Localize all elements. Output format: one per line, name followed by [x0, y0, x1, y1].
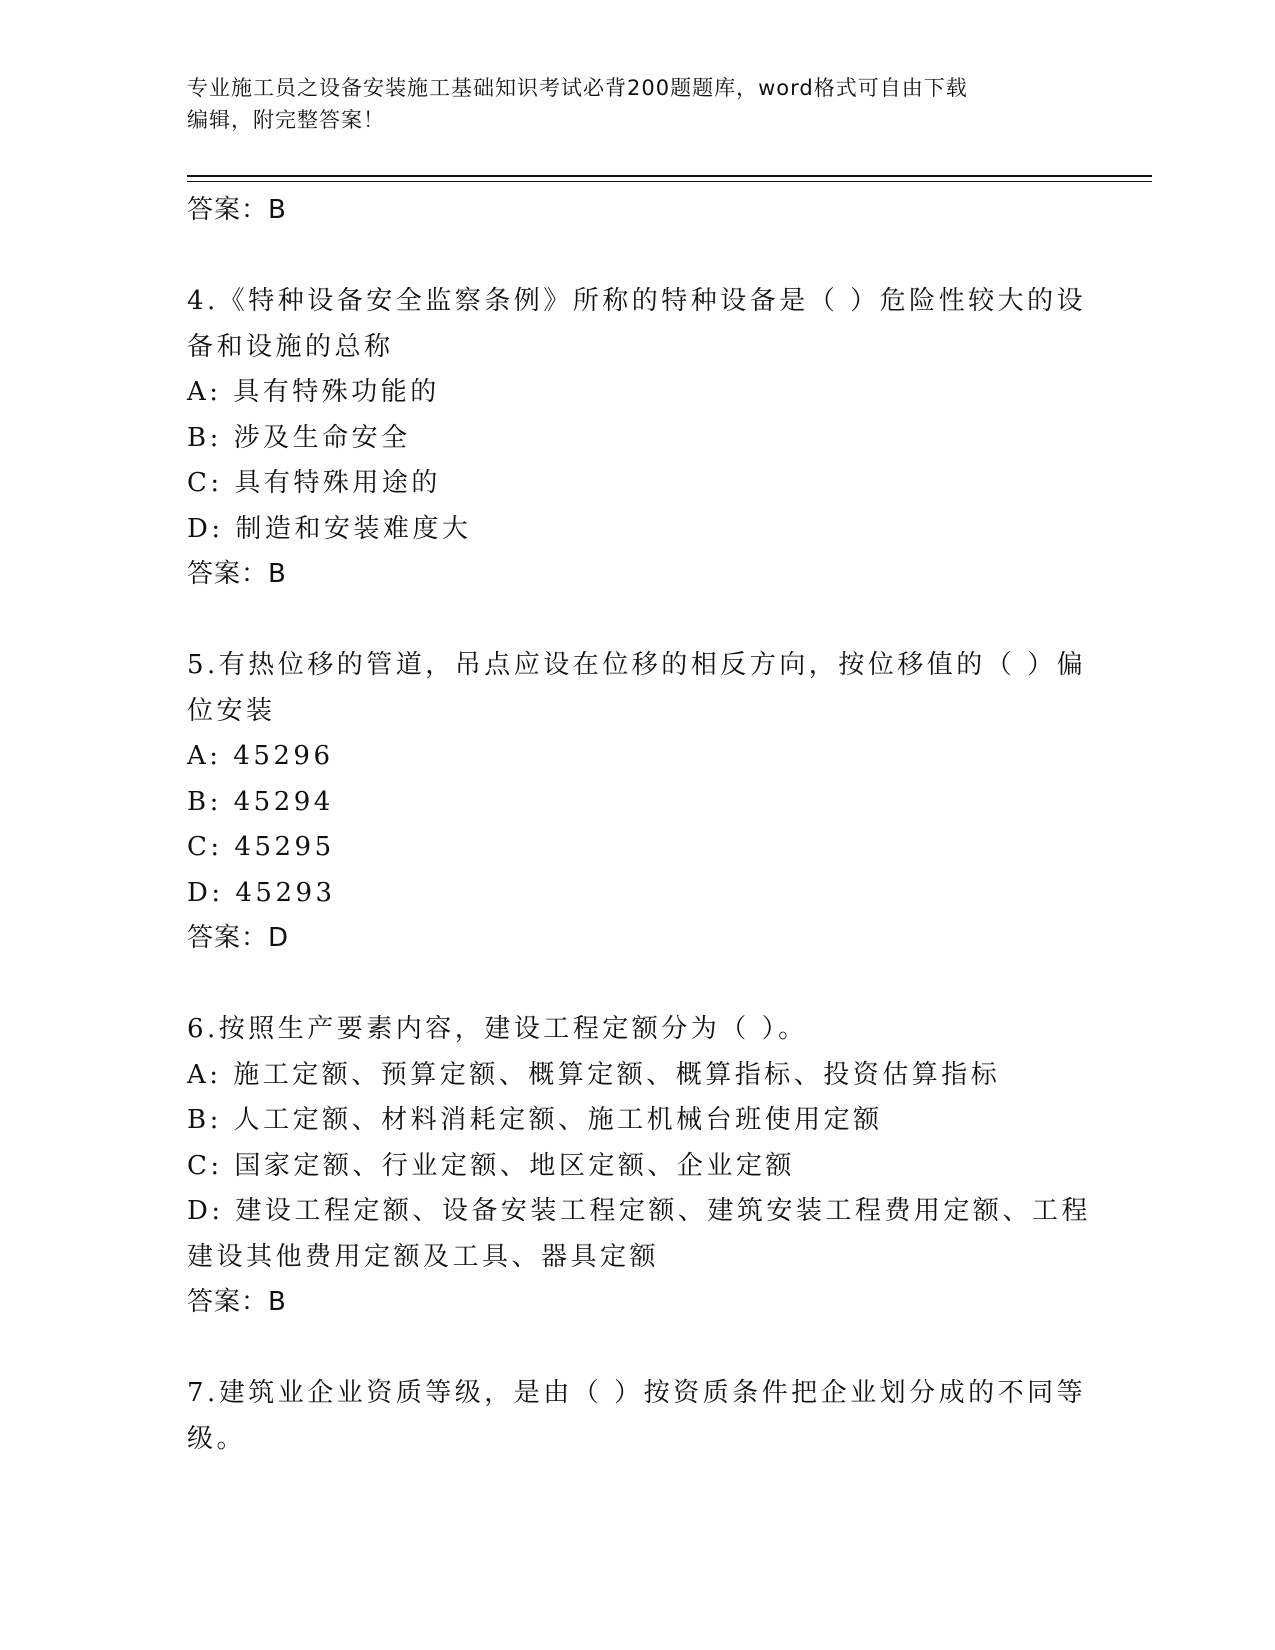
question-6-option-b: B: 人工定额、材料消耗定额、施工机械台班使用定额: [187, 1105, 883, 1135]
page-header: [187, 72, 1067, 136]
question-5-option-c: C: 45295: [187, 832, 335, 862]
answer-3: 答案：B: [187, 195, 287, 225]
header-line-2: 编辑，附完整答案！: [187, 108, 385, 132]
question-4-stem-2: 备和设施的总称: [187, 331, 394, 362]
header-line-1: 专业施工员之设备安装施工基础知识考试必背200题题库，word格式可自由下载: [187, 76, 968, 100]
question-5: [187, 643, 1087, 962]
answer-4: 答案：B: [187, 559, 287, 589]
question-5-option-b: B: 45294: [187, 786, 334, 817]
question-list: [187, 188, 1091, 1462]
question-6-option-d-2: 建设其他费用定额及工具、器具定额: [187, 1241, 660, 1272]
question-7-stem-1: 7.建筑业企业资质等级，是由（ ）按资质条件把企业划分成的不同等: [187, 1378, 1087, 1408]
question-4: [187, 279, 1087, 598]
answer-5: 答案：D: [187, 923, 290, 953]
question-5-option-a: A: 45296: [187, 741, 334, 771]
question-6: [187, 1007, 1091, 1326]
question-4-option-a: A: 具有特殊功能的: [187, 377, 440, 407]
question-5-stem-2: 位安装: [187, 695, 276, 726]
question-6-option-a: A: 施工定额、预算定额、概算定额、概算指标、投资估算指标: [187, 1059, 1001, 1090]
question-7: [187, 1371, 1087, 1462]
question-6-option-d-1: D: 建设工程定额、设备安装工程定额、建筑安装工程费用定额、工程: [187, 1196, 1091, 1226]
question-7-stem-2: 级。: [187, 1423, 247, 1454]
question-4-option-b: B: 涉及生命安全: [187, 422, 411, 453]
header-rule-thin: [187, 181, 1152, 182]
question-6-option-c: C: 国家定额、行业定额、地区定额、企业定额: [187, 1150, 795, 1181]
header-rule-thick: [187, 175, 1152, 177]
question-6-stem-1: 6.按照生产要素内容，建设工程定额分为（ ）。: [187, 1014, 808, 1044]
answer-6: 答案：B: [187, 1287, 287, 1317]
question-4-option-c: C: 具有特殊用途的: [187, 468, 441, 498]
question-5-stem-1: 5.有热位移的管道，吊点应设在位移的相反方向，按位移值的（ ）偏: [187, 650, 1087, 680]
question-4-option-d: D: 制造和安装难度大: [187, 513, 472, 544]
question-4-stem-1: 4.《特种设备安全监察条例》所称的特种设备是（ ）危险性较大的设: [187, 286, 1087, 316]
question-5-option-d: D: 45293: [187, 877, 336, 908]
